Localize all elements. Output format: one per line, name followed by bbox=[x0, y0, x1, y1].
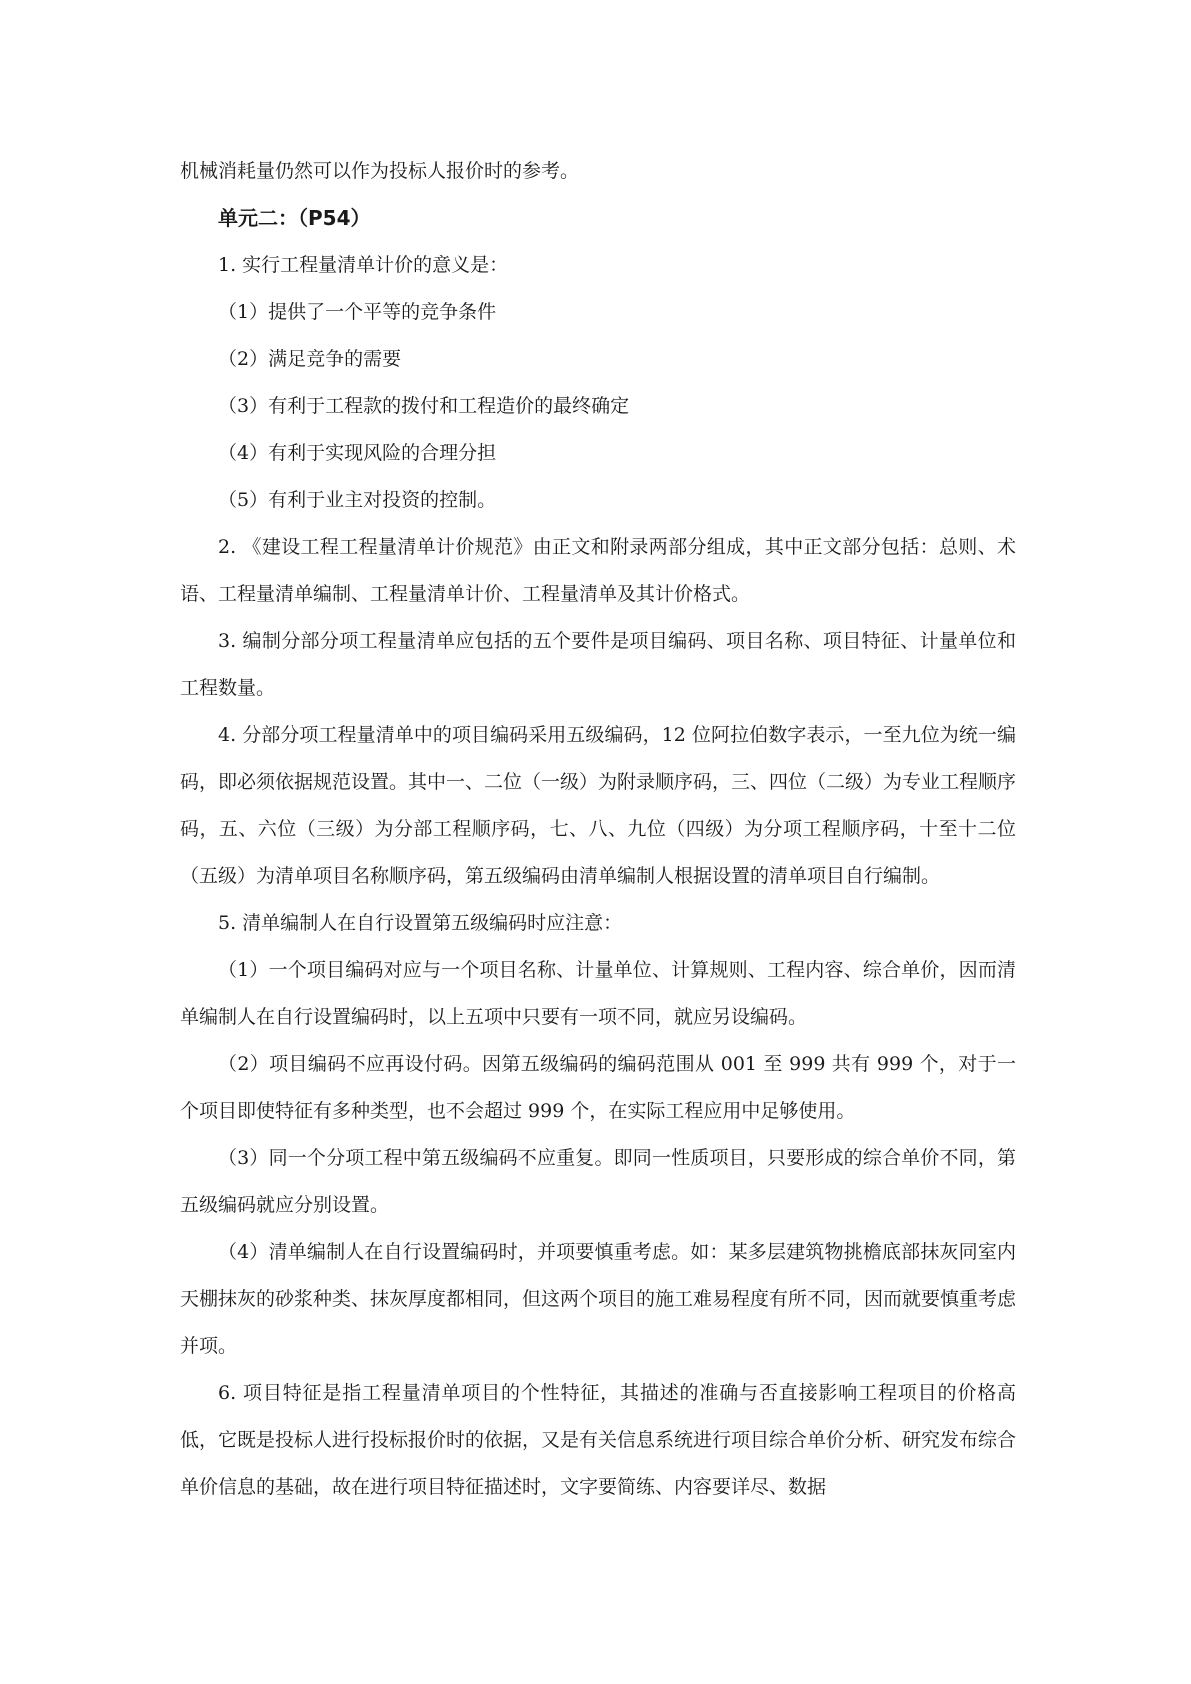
paragraph-1-item-4: （4）有利于实现风险的合理分担 bbox=[218, 442, 497, 464]
paragraph-2: 2. 《建设工程工程量清单计价规范》由正文和附录两部分组成，其中正文部分包括：总则、术语、工程量清单编制、工程量清单计价、工程量清单及其计价格式。 bbox=[180, 536, 1016, 605]
continuation-text: 机械消耗量仍然可以作为投标人报价时的参考。 bbox=[180, 160, 580, 182]
paragraph-1-item-3: （3）有利于工程款的拨付和工程造价的最终确定 bbox=[218, 395, 630, 417]
paragraph-4: 4. 分部分项工程量清单中的项目编码采用五级编码，12 位阿拉伯数字表示，一至九位为统一编码，即必须依据规范设置。其中一、二位（一级）为附录顺序码，三、四位（二级）为专业工程顺序码，五、六位（三级）为分部工程顺序码，七、八、九位（四级）为分项工程顺序码，十至十二位（五级）为清单项目名称顺序码，第五级编码由清单编制人根据设置的清单项目自行编制。 bbox=[180, 724, 1017, 887]
paragraph-3: 3. 编制分部分项工程量清单应包括的五个要件是项目编码、项目名称、项目特征、计量单位和工程数量。 bbox=[180, 630, 1016, 699]
paragraph-5-item-3: （3）同一个分项工程中第五级编码不应重复。即同一性质项目，只要形成的综合单价不同，第五级编码就应分别设置。 bbox=[180, 1147, 1016, 1216]
paragraph-5-title: 5. 清单编制人在自行设置第五级编码时应注意： bbox=[218, 912, 623, 934]
paragraph-6: 6. 项目特征是指工程量清单项目的个性特征，其描述的准确与否直接影响工程项目的价格高低，它既是投标人进行投标报价时的依据，又是有关信息系统进行项目综合单价分析、研究发布综合单价信息的基础，故在进行项目特征描述时，文字要简练、内容要详尽、数据 bbox=[180, 1382, 1017, 1498]
paragraph-5-item-1: （1）一个项目编码对应与一个项目名称、计量单位、计算规则、工程内容、综合单价，因而清单编制人在自行设置编码时，以上五项中只要有一项不同，就应另设编码。 bbox=[180, 959, 1016, 1028]
paragraph-5-item-4: （4）清单编制人在自行设置编码时，并项要慎重考虑。如：某多层建筑物挑檐底部抹灰同室内天棚抹灰的砂浆种类、抹灰厚度都相同，但这两个项目的施工难易程度有所不同，因而就要慎重考虑并项。 bbox=[180, 1241, 1017, 1357]
paragraph-1-title: 1. 实行工程量清单计价的意义是： bbox=[218, 254, 509, 276]
paragraph-1-item-2: （2）满足竞争的需要 bbox=[218, 348, 402, 370]
paragraph-1-item-1: （1）提供了一个平等的竞争条件 bbox=[218, 301, 497, 323]
unit-heading: 单元二：（P54） bbox=[218, 206, 371, 230]
paragraph-5-item-2: （2）项目编码不应再设付码。因第五级编码的编码范围从 001 至 999 共有 999 个，对于一个项目即使特征有多种类型，也不会超过 999 个，在实际工程应用中足够使用。 bbox=[180, 1053, 1016, 1122]
paragraph-1-item-5: （5）有利于业主对投资的控制。 bbox=[218, 489, 497, 511]
document-body bbox=[180, 148, 1016, 1511]
